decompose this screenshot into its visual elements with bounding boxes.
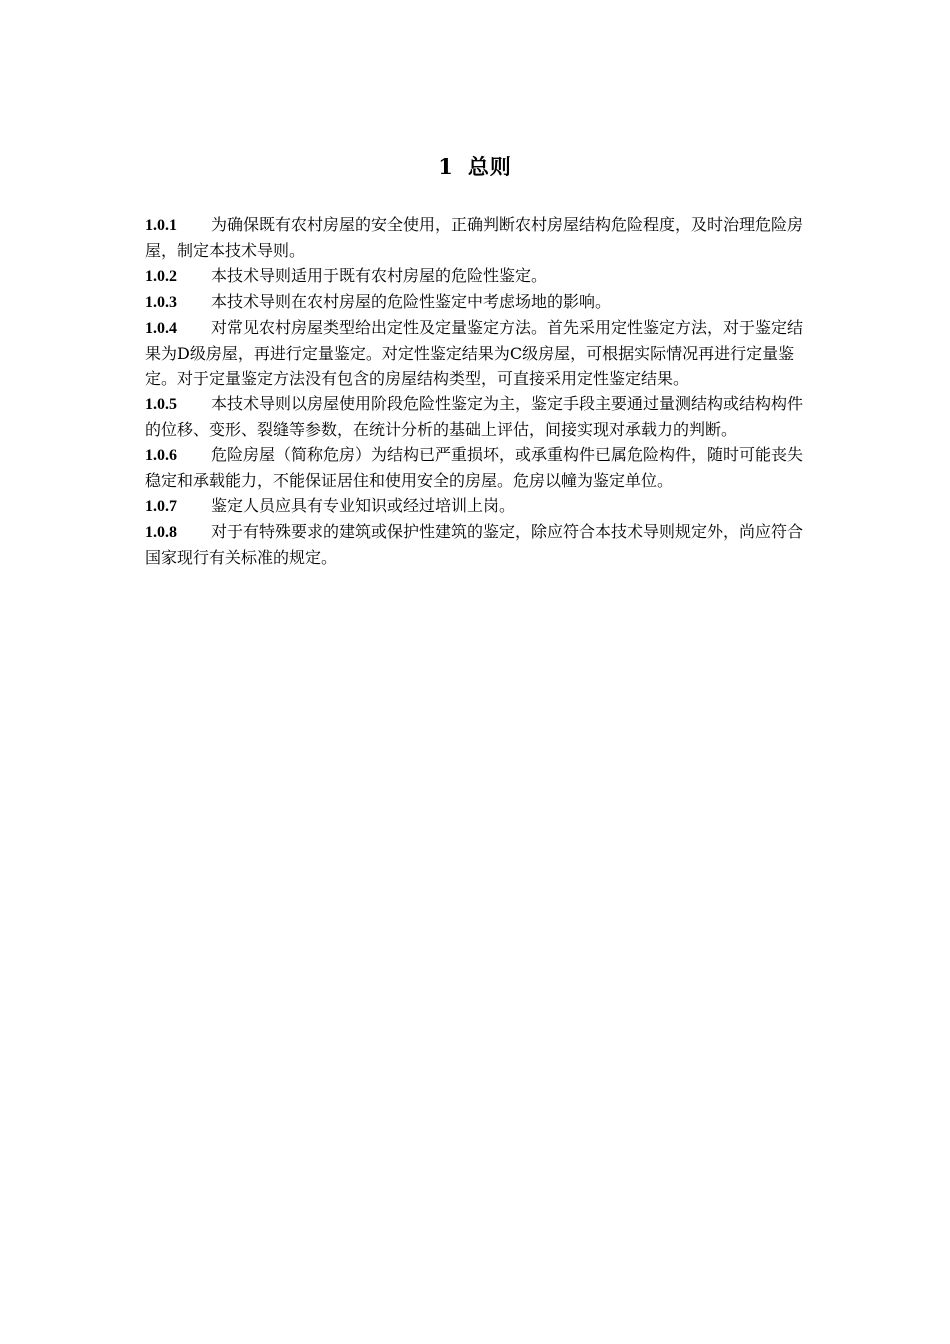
clause-text: 对于有特殊要求的建筑或保护性建筑的鉴定，除应符合本技术导则规定外，尚应符合国家现行有关标准的规定。 [145,522,804,567]
clause-1-0-8 [145,519,817,570]
clause-1-0-3 [145,289,817,315]
clause-1-0-6 [145,442,817,493]
chapter-title-text: 总则 [467,154,512,179]
clause-number: 1.0.6 [145,447,177,464]
clause-number: 1.0.3 [145,294,177,311]
clause-number: 1.0.7 [145,498,177,515]
clause-text: 本技术导则在农村房屋的危险性鉴定中考虑场地的影响。 [211,292,612,311]
clause-1-0-7 [145,493,817,519]
clause-text: 对常见农村房屋类型给出定性及定量鉴定方法。首先采用定性鉴定方法，对于鉴定结果为D级房屋，再进行定量鉴定。对定性鉴定结果为C级房屋，可根据实际情况再进行定量鉴定。对于定量鉴定方法没有包含的房屋结构类型，可直接采用定性鉴定结果。 [145,318,804,388]
clause-text: 危险房屋（简称危房）为结构已严重损坏，或承重构件已属危险构件，随时可能丧失稳定和承载能力，不能保证居住和使用安全的房屋。危房以幢为鉴定单位。 [145,445,804,490]
clause-text: 鉴定人员应具有专业知识或经过培训上岗。 [211,496,516,515]
clause-number: 1.0.1 [145,217,177,234]
clause-text: 为确保既有农村房屋的安全使用，正确判断农村房屋结构危险程度，及时治理危险房屋，制定本技术导则。 [145,215,804,260]
clause-text: 本技术导则以房屋使用阶段危险性鉴定为主，鉴定手段主要通过量测结构或结构构件的位移、变形、裂缝等参数，在统计分析的基础上评估，间接实现对承载力的判断。 [145,394,804,439]
clause-1-0-2 [145,263,817,289]
clause-number: 1.0.4 [145,320,177,337]
chapter-number: 1 [438,154,454,179]
chapter-heading [0,152,950,182]
clause-1-0-5 [145,391,817,442]
clause-1-0-4 [145,315,817,391]
clause-number: 1.0.2 [145,268,177,285]
clause-text: 本技术导则适用于既有农村房屋的危险性鉴定。 [211,266,548,285]
chapter-body [145,212,817,570]
clause-number: 1.0.5 [145,396,177,413]
clause-1-0-1 [145,212,817,263]
clause-number: 1.0.8 [145,524,177,541]
